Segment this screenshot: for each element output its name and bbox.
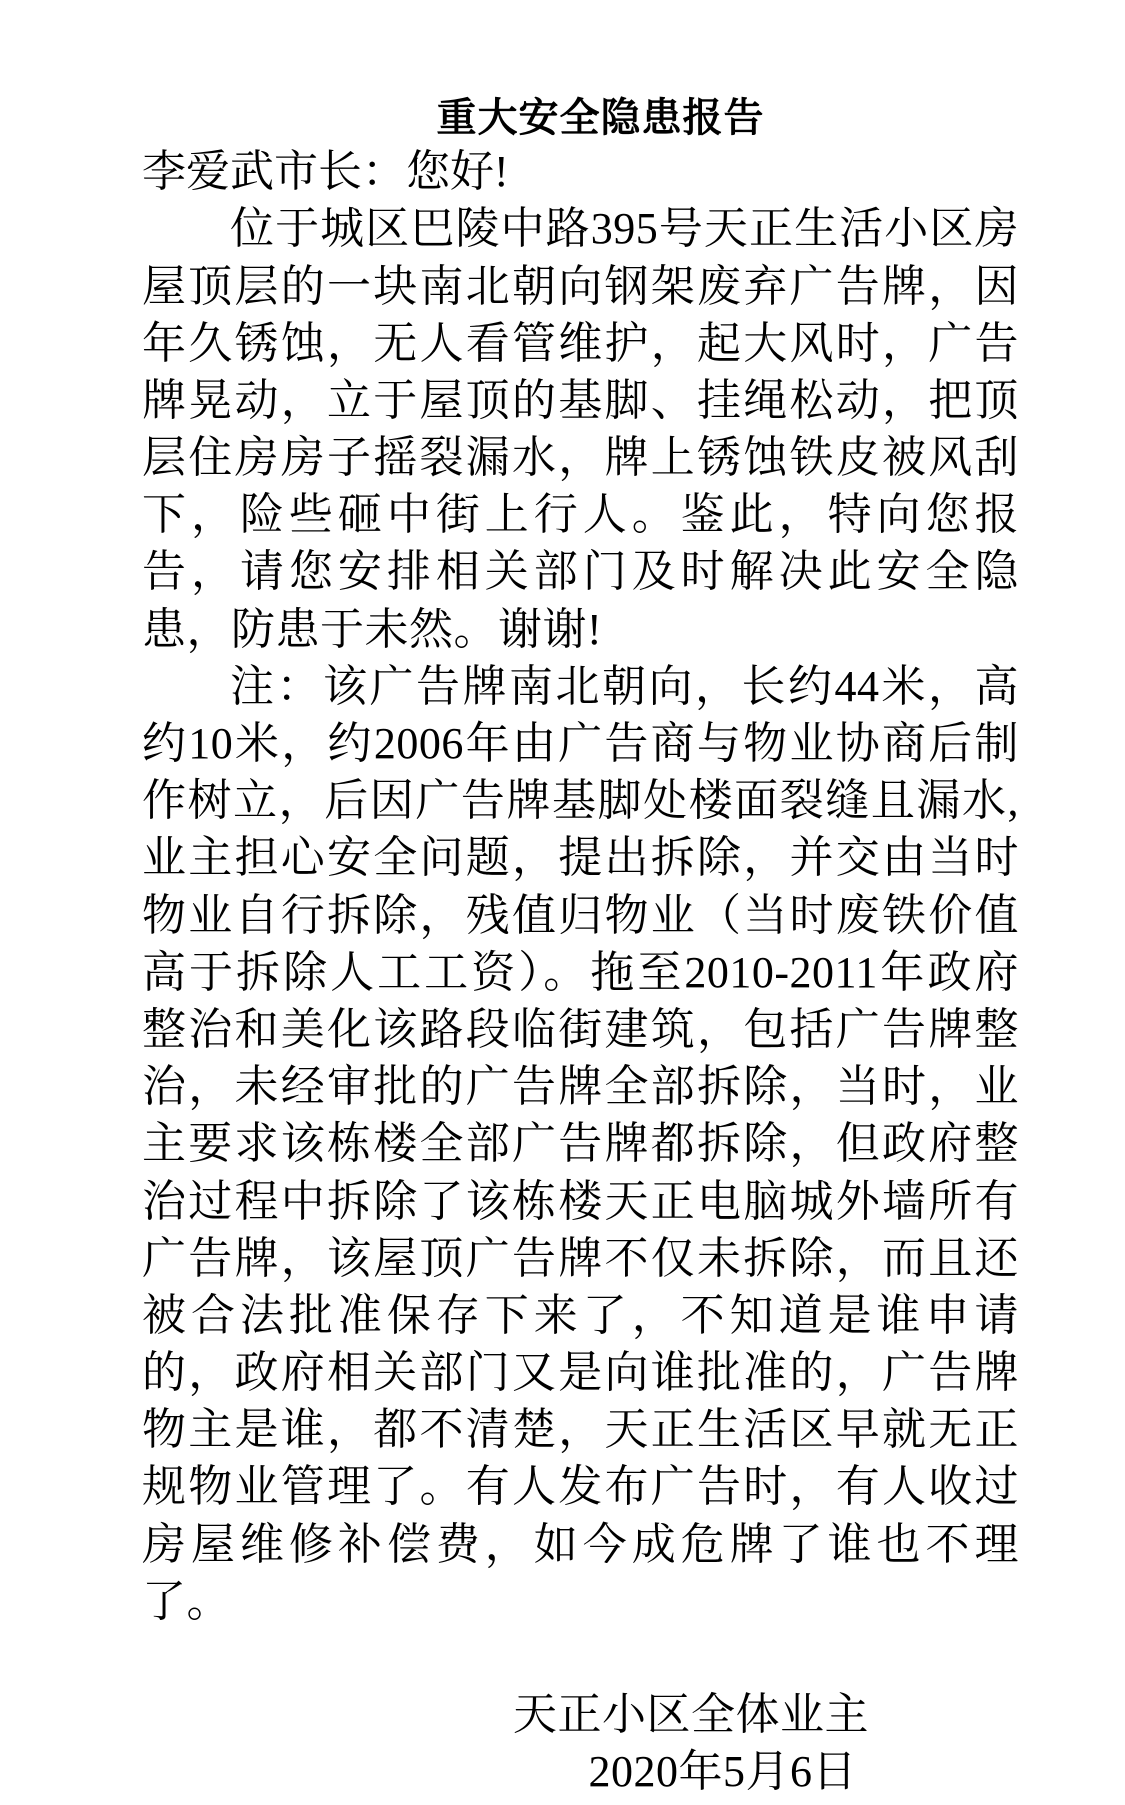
page-title: 重大安全隐患报告 <box>436 95 765 140</box>
signature-author: 天正小区全体业主 <box>513 1690 869 1739</box>
salutation-line: 李爱武市长：您好! <box>142 147 509 196</box>
signature-block <box>142 1686 1019 1800</box>
body-paragraph-2: 注：该广告牌南北朝向，长约44米，高约10米，约2006年由广告商与物业协商后制作树立，后因广告牌基脚处楼面裂缝且漏水,业主担心安全问题，提出拆除，并交由当时物业自行拆除，残值归物业（当时废铁价值高于拆除人工工资）。拖至2010-2011年政府整治和美化该路段临街建筑，包括广告牌整治，未经审批的广告牌全部拆除，当时，业主要求该栋楼全部广告牌都拆除，但政府整治过程中拆除了该栋楼天正电脑城外墙所有广告牌，该屋顶广告牌不仅未拆除，而且还被合法批准保存下来了，不知道是谁申请的，政府相关部门又是向谁批准的，广告牌物主是谁，都不清楚，天正生活区早就无正规物业管理了。有人发布广告时，有人收过房屋维修补偿费，如今成危牌了谁也不理了。 <box>142 661 1019 1626</box>
body-paragraph-1: 位于城区巴陵中路395号天正生活小区房屋顶层的一块南北朝向钢架废弃广告牌，因年久锈蚀，无人看管维护，起大风时，广告牌晃动，立于屋顶的基脚、挂绳松动，把顶层住房房子摇裂漏水，牌上锈蚀铁皮被风刮下，险些砸中街上行人。鉴此，特向您报告，请您安排相关部门及时解决此安全隐患，防患于未然。谢谢! <box>142 204 1019 654</box>
signature-date: 2020年5月6日 <box>588 1747 857 1797</box>
